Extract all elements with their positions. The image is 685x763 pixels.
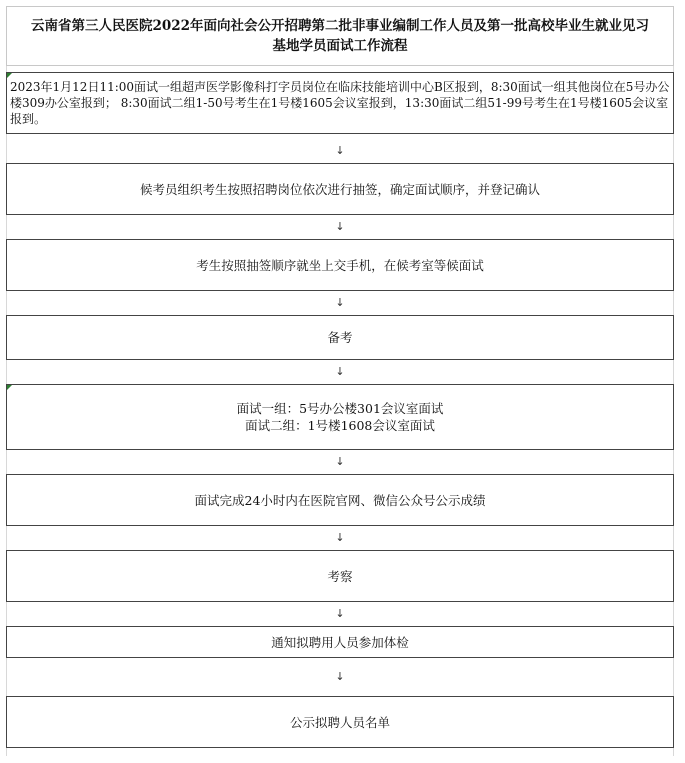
interview-group-1: 面试一组：5号办公楼301会议室面试 bbox=[236, 401, 444, 416]
step-8-medical-exam: 通知拟聘用人员参加体检 bbox=[6, 626, 674, 658]
step-9-publish-list: 公示拟聘人员名单 bbox=[6, 696, 674, 748]
arrow-down-icon: ↓ bbox=[335, 455, 345, 468]
arrow-down-icon: ↓ bbox=[335, 607, 345, 620]
arrow-down-icon: ↓ bbox=[335, 670, 345, 683]
page-title: 云南省第三人民医院2022年面向社会公开招聘第二批非事业编制工作人员及第一批高校毕业生就业见习基地学员面试工作流程 bbox=[6, 6, 674, 66]
arrow-down-icon: ↓ bbox=[335, 365, 345, 378]
step-6-publish-scores: 面试完成24小时内在医院官网、微信公众号公示成绩 bbox=[6, 474, 674, 526]
step-2-draw-lots: 候考员组织考生按照招聘岗位依次进行抽签，确定面试顺序，并登记确认 bbox=[6, 163, 674, 215]
interview-group-2: 面试二组：1号楼1608会议室面试 bbox=[245, 418, 435, 433]
step-4-prepare: 备考 bbox=[6, 315, 674, 360]
step-1-report: 2023年1月12日11:00面试一组超声医学影像科打字员岗位在临床技能培训中心B区报到，8:30面试一组其他岗位在5号办公楼309办公室报到； 8:30面试二组1-50号考生在1号楼1605会议室报到，13:30面试二组51-99号考生在1号楼1605会议室报到。 bbox=[6, 72, 674, 134]
arrow-down-icon: ↓ bbox=[335, 220, 345, 233]
step-5-interview-rooms bbox=[6, 384, 674, 450]
arrow-down-icon: ↓ bbox=[335, 296, 345, 309]
arrow-down-icon: ↓ bbox=[335, 144, 345, 157]
step-7-inspection: 考察 bbox=[6, 550, 674, 602]
arrow-down-icon: ↓ bbox=[335, 531, 345, 544]
step-3-wait: 考生按照抽签顺序就坐上交手机，在候考室等候面试 bbox=[6, 239, 674, 291]
